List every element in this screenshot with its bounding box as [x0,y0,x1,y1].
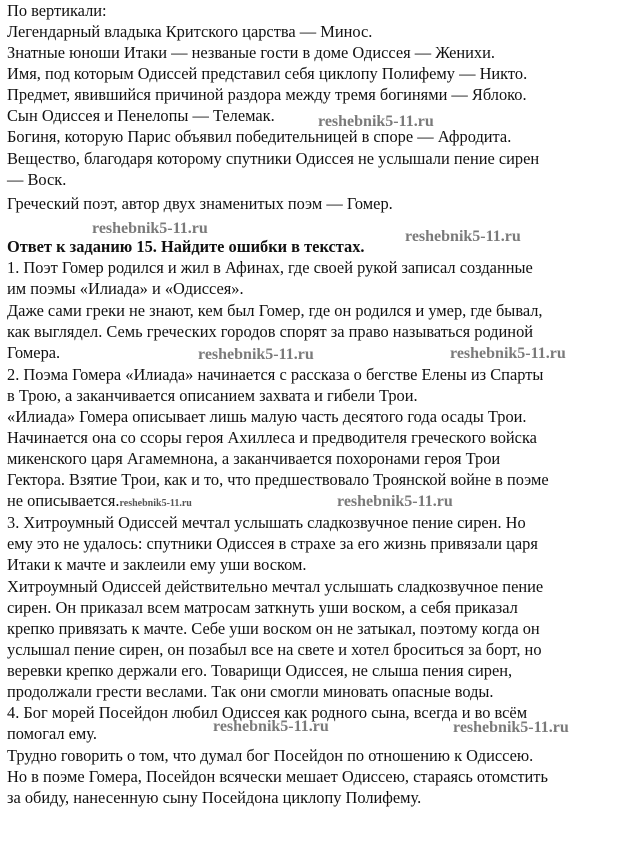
text-line: «Илиада» Гомера описывает лишь малую часть десятого года осады Трои. [7,407,527,426]
text-line: в Трою, а заканчивается описанием захвата и гибели Трои. [7,386,418,405]
watermark: reshebnik5-11.ru [405,228,521,245]
text-line: Итаки к мачте и заклеили ему уши воском. [7,555,307,574]
text-line: Богиня, которую Парис объявил победительницей в споре — Афродита. [7,127,512,146]
watermark: reshebnik5-11.ru [213,718,329,735]
text-line: Начинается она со ссоры героя Ахиллеса и предводителя греческого войска [7,428,537,447]
text-line: крепко привязать к мачте. Себе уши воском он не затыкал, поэтому когда он [7,619,540,638]
text-line: Даже сами греки не знают, кем был Гомер, где он родился и умер, где бывал, [7,301,543,320]
text-line: Но в поэме Гомера, Посейдон всячески мешает Одиссею, стараясь отомстить [7,767,548,786]
watermark: reshebnik5-11.ru [450,345,566,362]
text-line: Предмет, явившийся причиной раздора между тремя богинями — Яблоко. [7,85,527,104]
text-line: Гектора. Взятие Трои, как и то, что предшествовало Троянской войне в поэме [7,470,549,489]
text-line: Легендарный владыка Критского царства — Минос. [7,22,373,41]
text-line: помогал ему. [7,724,97,743]
text-line: Трудно говорить о том, что думал бог Посейдон по отношению к Одиссею. [7,746,534,765]
text-line: Хитроумный Одиссей действительно мечтал услышать сладкозвучное пение [7,577,544,596]
text-line: 2. Поэма Гомера «Илиада» начинается с рассказа о бегстве Елены из Спарты [7,365,544,384]
watermark: reshebnik5-11.ru [453,719,569,736]
text-line: Греческий поэт, автор двух знаменитых поэм — Гомер. [7,194,393,213]
text-line: им поэмы «Илиада» и «Одиссея». [7,279,244,298]
text-line: — Воск. [7,170,67,189]
text-line: Вещество, благодаря которому спутники Одиссея не услышали пение сирен [7,149,540,168]
text-span: не описывается. [7,491,120,510]
watermark-small: reshebnik5-11.ru [119,498,192,509]
text-line: услышал пение сирен, он позабыл все на свете и хотел броситься за борт, но [7,640,542,659]
text-line: Знатные юноши Итаки — незваные гости в доме Одиссея — Женихи. [7,43,495,62]
text-line: микенского царя Агамемнона, а заканчивается похоронами героя Трои [7,449,501,468]
text-line: По вертикали: [7,1,107,20]
text-line: за обиду, нанесенную сыну Посейдона циклопу Полифему. [7,788,422,807]
watermark: reshebnik5-11.ru [92,220,208,237]
text-line: сирен. Он приказал всем матросам заткнуть уши воском, а себя приказал [7,598,518,617]
section-heading: Ответ к заданию 15. Найдите ошибки в текстах. [7,237,365,256]
text-line: Гомера. [7,343,61,362]
text-line: 3. Хитроумный Одиссей мечтал услышать сладкозвучное пение сирен. Но [7,513,526,532]
watermark: reshebnik5-11.ru [198,346,314,363]
text-line: продолжали грести веслами. Так они смогли миновать опасные воды. [7,682,494,701]
text-line: 4. Бог морей Посейдон любил Одиссея как родного сына, всегда и во всём [7,703,528,722]
text-line: Имя, под которым Одиссей представил себя циклопу Полифему — Никто. [7,64,528,83]
watermark: reshebnik5-11.ru [337,493,453,510]
text-line: веревки крепко держали его. Товарищи Одиссея, не слыша пения сирен, [7,661,513,680]
watermark: reshebnik5-11.ru [318,113,434,130]
text-line: как выглядел. Семь греческих городов спорят за право называться родиной [7,322,534,341]
text-line: 1. Поэт Гомер родился и жил в Афинах, где своей рукой записал созданные [7,258,533,277]
text-line: Сын Одиссея и Пенелопы — Телемак. [7,106,275,125]
text-line: ему это не удалось: спутники Одиссея в страхе за его жизнь привязали царя [7,534,538,553]
text-line [7,490,192,514]
